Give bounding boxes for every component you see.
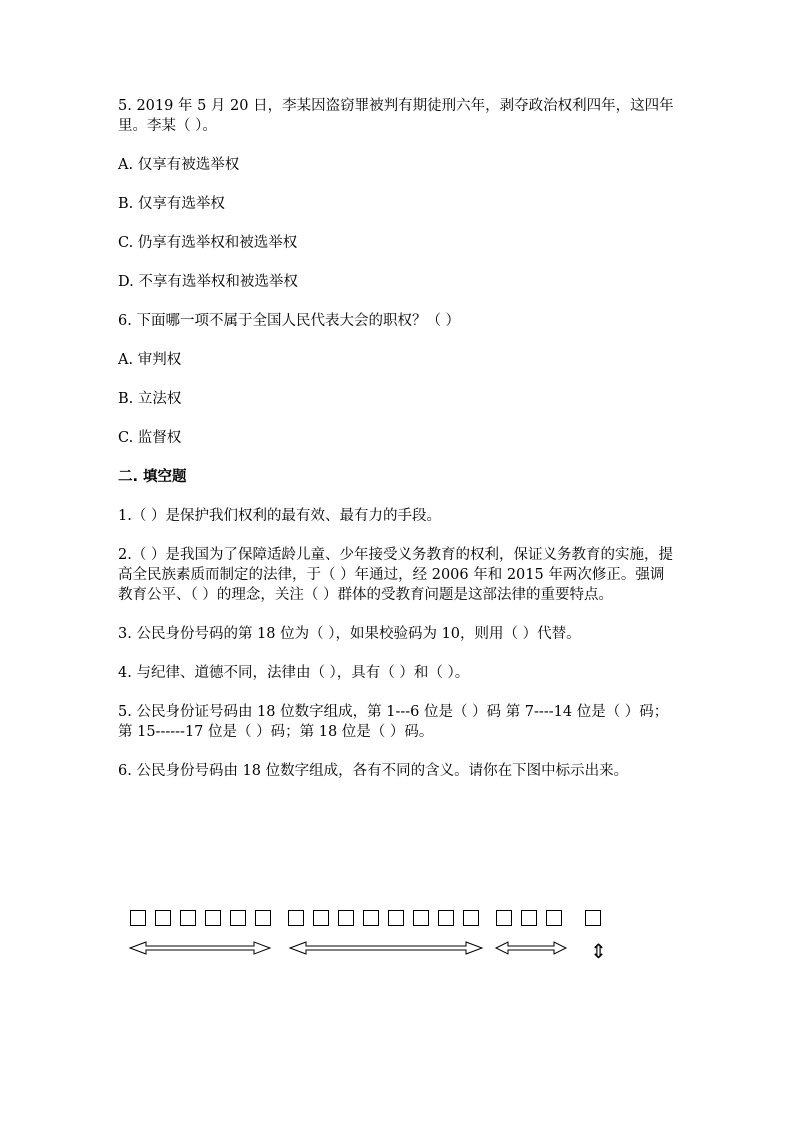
fill-question-6: 6. 公民身份号码由 18 位数字组成，各有不同的含义。请你在下图中标示出来。	[118, 763, 629, 779]
question-6-stem: 6. 下面哪一项不属于全国人民代表大会的职权？（ ）	[118, 313, 461, 329]
document-page	[118, 96, 678, 800]
digit-box	[230, 910, 246, 926]
fill-question-5: 5. 公民身份证号码由 18 位数字组成，第 1---6 位是（ ）码 第 7----14 位是（ ）码；第 15------17 位是（ ）码；第 18 位是（ ）码。	[118, 704, 669, 740]
double-arrow-2	[290, 942, 482, 954]
option-5b: B. 仅享有选举权	[118, 196, 225, 212]
digit-box	[363, 910, 379, 926]
double-arrow-1	[130, 942, 270, 954]
section-title: 二. 填空题	[118, 469, 187, 485]
fill-question-2: 2.（ ）是我国为了保障适龄儿童、少年接受义务教育的权利，保证义务教育的实施，提高全民族素质而制定的法律，于（ ）年通过，经 2006 年和 2015 年两次修正。强调教育公平、（ ）的理念，关注（ ）群体的受教育问题是这部法律的重要特点。	[118, 547, 673, 603]
digit-box	[438, 910, 454, 926]
fill-question-3: 3. 公民身份号码的第 18 位为（ ），如果校验码为 10，则用（ ）代替。	[118, 626, 581, 642]
option-5a: A. 仅享有被选举权	[118, 157, 240, 173]
segment-arrows	[128, 940, 628, 970]
digit-box	[521, 910, 537, 926]
question-5-stem: 5. 2019 年 5 月 20 日，李某因盗窃罪被判有期徒刑六年，剥夺政治权利四年，这四年里。李某（ ）。	[118, 98, 674, 134]
digit-box	[130, 910, 146, 926]
digit-box	[413, 910, 429, 926]
digit-box	[255, 910, 271, 926]
option-6a: A. 审判权	[118, 352, 182, 368]
fill-question-4: 4. 与纪律、道德不同，法律由（ ），具有（ ）和（ ）。	[118, 665, 470, 681]
id-number-diagram	[128, 910, 628, 970]
digit-box	[288, 910, 304, 926]
digit-box	[313, 910, 329, 926]
digit-box	[463, 910, 479, 926]
digit-box	[585, 910, 601, 926]
fill-question-1: 1.（ ）是保护我们权利的最有效、最有力的手段。	[118, 508, 441, 524]
digit-box	[546, 910, 562, 926]
double-arrow-3	[496, 942, 566, 954]
option-6c: C. 监督权	[118, 430, 182, 446]
digit-box	[496, 910, 512, 926]
digit-box	[180, 910, 196, 926]
vertical-double-arrow-icon: ⇕	[590, 939, 607, 963]
digit-box	[155, 910, 171, 926]
option-6b: B. 立法权	[118, 391, 182, 407]
option-5c: C. 仍享有选举权和被选举权	[118, 235, 298, 251]
digit-box	[205, 910, 221, 926]
digit-box	[388, 910, 404, 926]
option-5d: D. 不享有选举权和被选举权	[118, 274, 298, 290]
digit-box	[338, 910, 354, 926]
